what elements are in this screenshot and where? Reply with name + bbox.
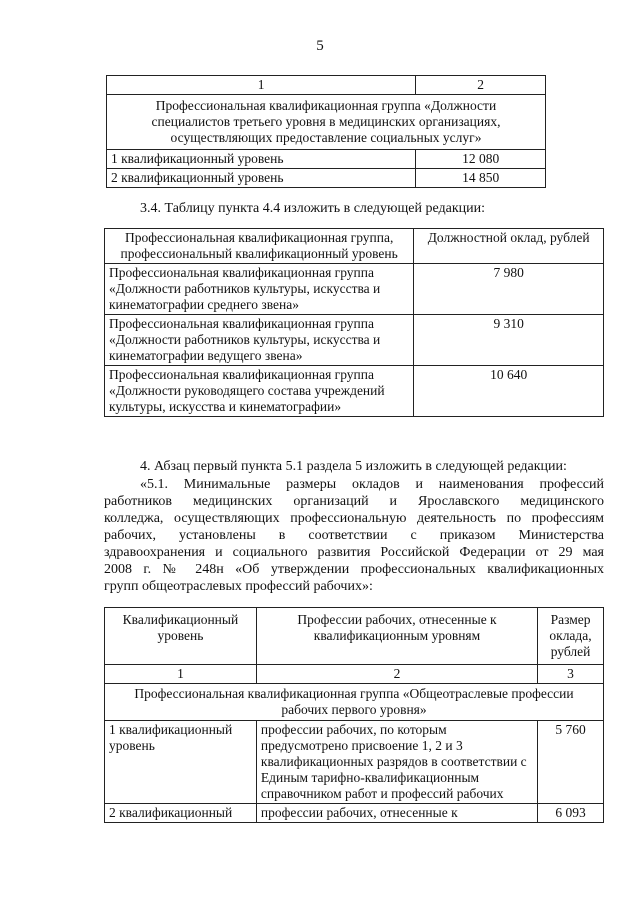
professions-cell: профессии рабочих, по которым предусмотрено присвоение 1, 2 и 3 квалификационных разрядов в соответствии с Единым тарифно-квалификационным справочником работ и профессий рабочих bbox=[256, 721, 537, 804]
table-row bbox=[105, 721, 604, 804]
header-salary: Должностной оклад, рублей bbox=[414, 229, 604, 264]
level-cell bbox=[105, 804, 257, 823]
paragraph-5-1 bbox=[104, 476, 604, 595]
column-number: 1 bbox=[107, 76, 416, 95]
salary-cell: 9 310 bbox=[414, 315, 604, 366]
column-number: 2 bbox=[416, 76, 546, 95]
table-row bbox=[107, 76, 546, 95]
salary-cell: 7 980 bbox=[414, 264, 604, 315]
salary-cell: 5 760 bbox=[538, 721, 604, 804]
table-row bbox=[105, 264, 604, 315]
column-number: 2 bbox=[256, 665, 537, 684]
table-row bbox=[105, 684, 604, 721]
level-cell: 2 квалификационный уровень bbox=[107, 169, 416, 188]
table-row bbox=[107, 169, 546, 188]
salary-cell bbox=[538, 804, 604, 823]
paragraph-line: здравоохранения и социального развития Российской Федерации от 29 мая bbox=[104, 545, 604, 560]
paragraph-line: колледжа, осуществляющих профессиональную деятельность по профессиям bbox=[104, 511, 604, 526]
table-culture-workers bbox=[104, 228, 604, 417]
group-cell: Профессиональная квалификационная группа «Должности работников культуры, искусства и кинематографии ведущего звена» bbox=[105, 315, 414, 366]
paragraph-line: групп общеотраслевых профессий рабочих»: bbox=[104, 579, 373, 594]
paragraph-line: рабочих, установлены в соответствии с приказом Министерства bbox=[104, 528, 604, 543]
table-row bbox=[105, 366, 604, 417]
group-cell: Профессиональная квалификационная группа «Должности руководящего состава учреждений культуры, искусства и кинематографии» bbox=[105, 366, 414, 417]
table-row bbox=[105, 665, 604, 684]
table-row bbox=[105, 608, 604, 665]
paragraph-line: 2008 г. № 248н «Об утверждении профессиональных квалификационных bbox=[104, 562, 604, 577]
table-row bbox=[105, 804, 604, 823]
column-number: 1 bbox=[105, 665, 257, 684]
paragraph-4: 4. Абзац первый пункта 5.1 раздела 5 изложить в следующей редакции: bbox=[140, 459, 567, 474]
level-cell: 1 квалификационный уровень bbox=[105, 721, 257, 804]
level-text: 2 квалификационный bbox=[109, 805, 233, 820]
column-number: 3 bbox=[538, 665, 604, 684]
header-professions: Профессии рабочих, отнесенные к квалификационным уровням bbox=[256, 608, 537, 665]
paragraph-3-4: 3.4. Таблицу пункта 4.4 изложить в следующей редакции: bbox=[140, 201, 486, 216]
page-number: 5 bbox=[316, 38, 324, 54]
table-row bbox=[107, 150, 546, 169]
table-row bbox=[107, 95, 546, 150]
header-level: Квалификационный уровень bbox=[105, 608, 257, 665]
salary-text: 6 093 bbox=[555, 805, 586, 820]
level-cell: 1 квалификационный уровень bbox=[107, 150, 416, 169]
group-header: Профессиональная квалификационная группа «Должности специалистов третьего уровня в медицинских организациях, осуществляющих предоставление социальных услуг» bbox=[107, 95, 546, 150]
professions-cell bbox=[256, 804, 537, 823]
table-medical-specialists bbox=[106, 75, 546, 188]
table-row bbox=[105, 229, 604, 264]
group-header: Профессиональная квалификационная группа «Общеотраслевые профессии рабочих первого уровня» bbox=[105, 684, 604, 721]
paragraph-line: «5.1. Минимальные размеры окладов и наименования профессий bbox=[140, 477, 604, 492]
salary-cell: 12 080 bbox=[416, 150, 546, 169]
header-salary: Размер оклада, рублей bbox=[538, 608, 604, 665]
professions-text: профессии рабочих, отнесенные к bbox=[260, 805, 458, 820]
group-cell: Профессиональная квалификационная группа «Должности работников культуры, искусства и кинематографии среднего звена» bbox=[105, 264, 414, 315]
salary-cell: 10 640 bbox=[414, 366, 604, 417]
header-group: Профессиональная квалификационная группа, профессиональный квалификационный уровень bbox=[105, 229, 414, 264]
salary-cell: 14 850 bbox=[416, 169, 546, 188]
paragraph-line: работников медицинских организаций и Ярославского медицинского bbox=[104, 494, 604, 509]
table-row bbox=[105, 315, 604, 366]
table-worker-professions bbox=[104, 607, 604, 823]
